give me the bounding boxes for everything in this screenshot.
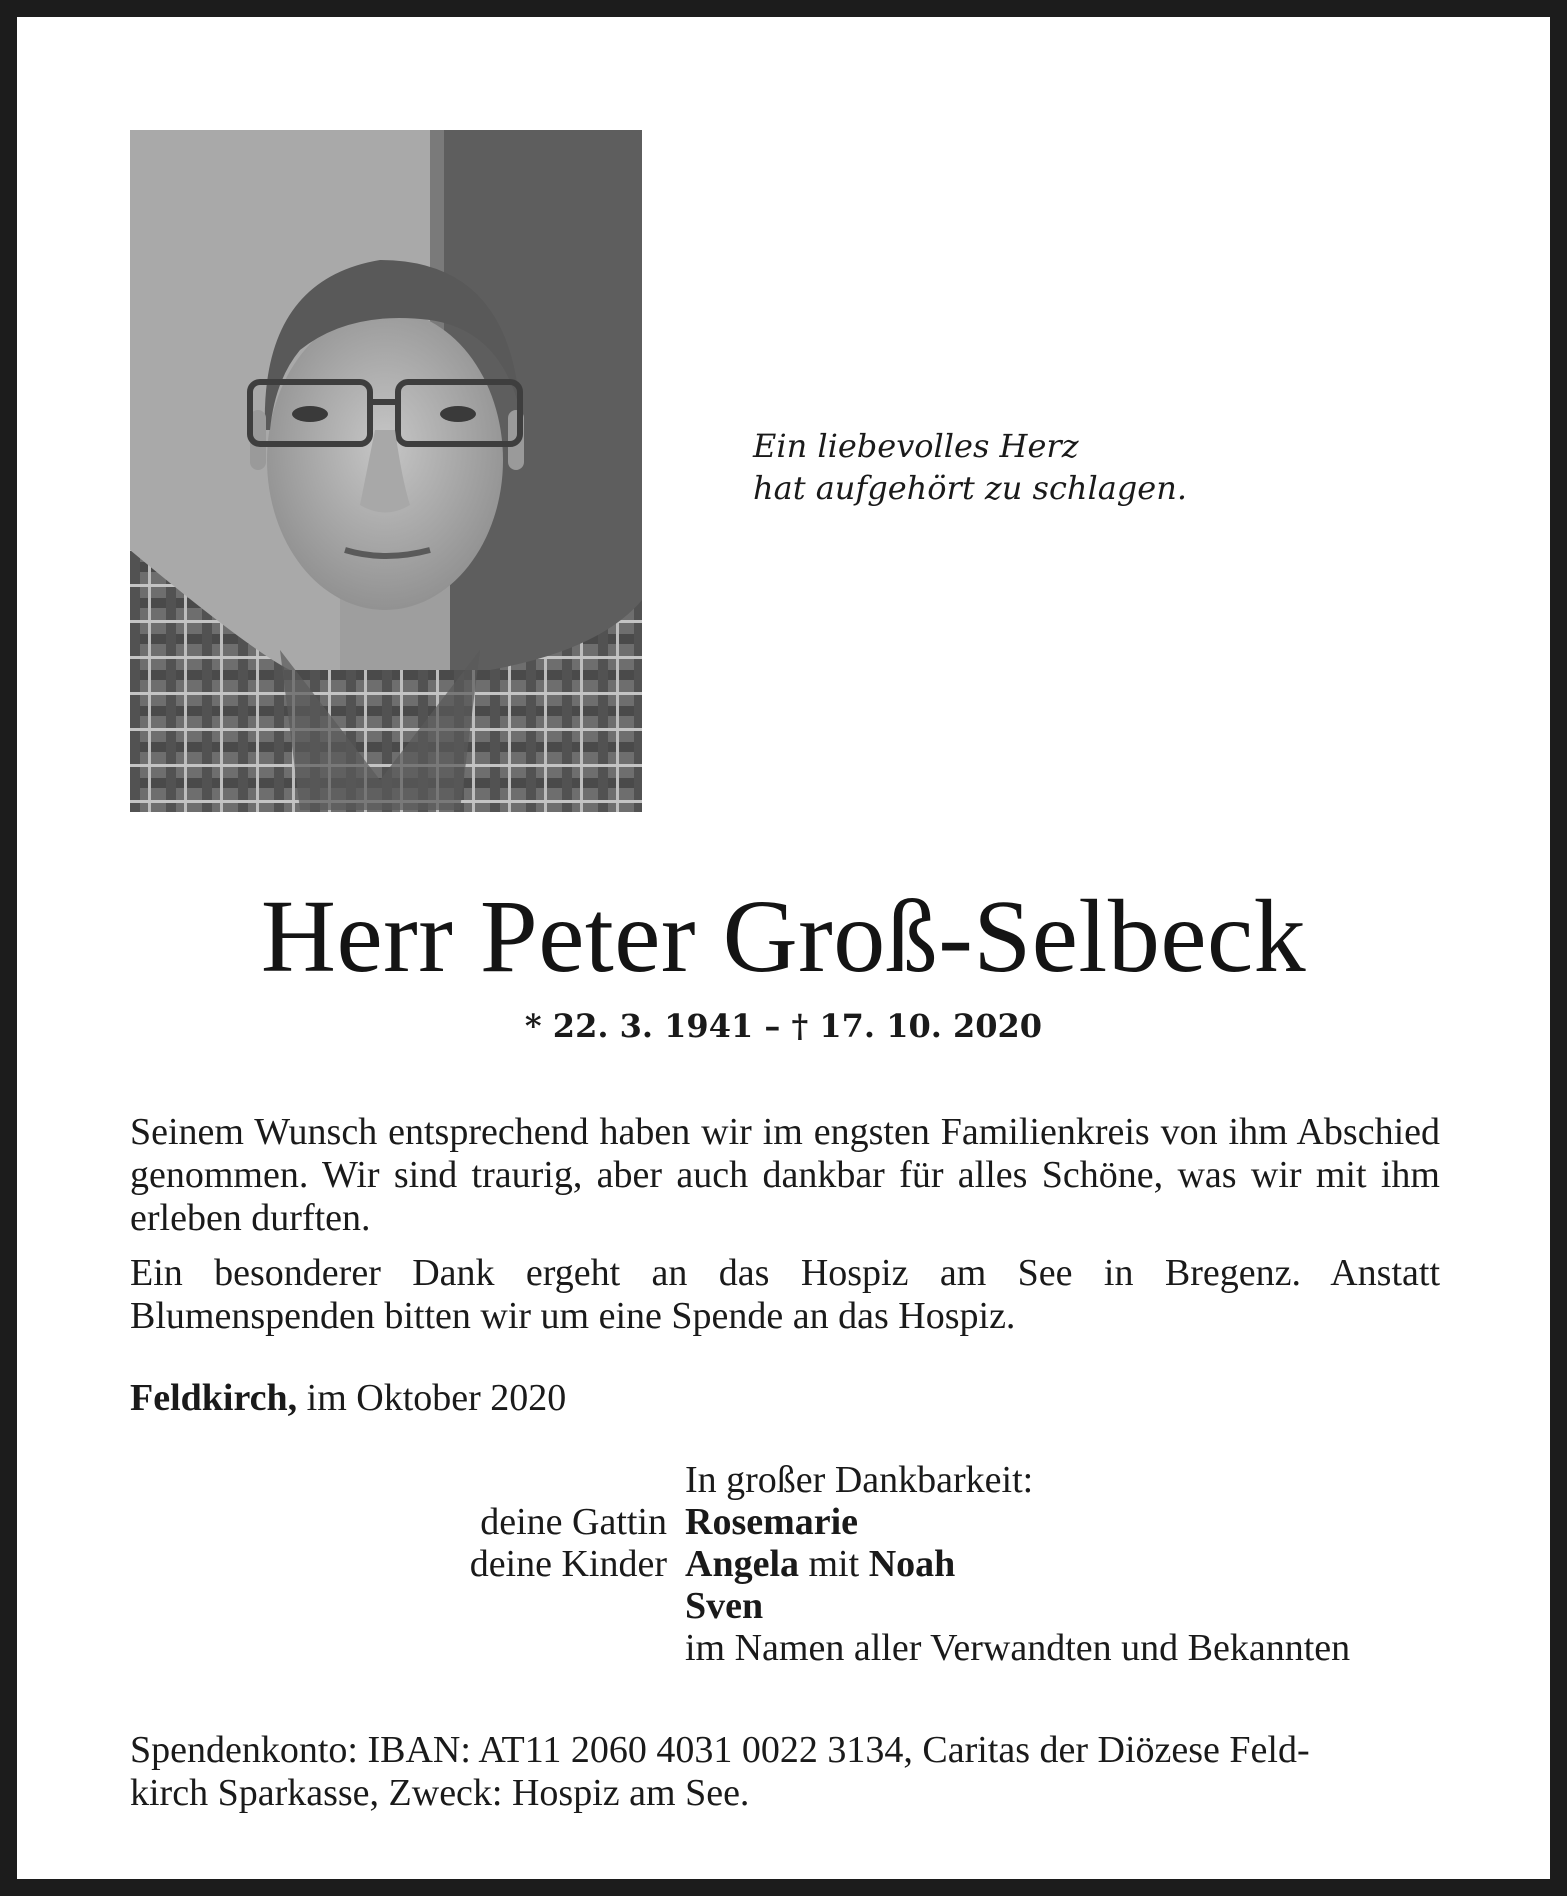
paragraph-thanks: Ein besonderer Dank ergeht an das Hospiz am See in Bregenz. Anstatt Blumenspenden bitten wir um eine Spende an das Hospiz. [130,1252,1440,1337]
child-2-name: Sven [685,1585,764,1627]
life-dates: * 22. 3. 1941 – † 17. 10. 2020 [524,1007,1043,1045]
donation-account [130,1729,1430,1815]
quote-line-1: Ein liebevolles Herz [753,427,1079,465]
place-date [130,1377,566,1420]
child-1 [685,1543,955,1585]
child-1-partner: Noah [868,1543,956,1585]
obituary-page [17,17,1550,1879]
paragraph-farewell: Seinem Wunsch entsprechend haben wir im engsten Familienkreis von ihm Abschied genommen. Wir sind traurig, aber auch dankbar für alles Schöne, was wir mit ihm erleben durften. [130,1111,1440,1239]
child-1-connector: mit [808,1543,860,1585]
donation-line-2: kirch Sparkasse, Zweck: Hospiz am See. [130,1772,750,1814]
place-city: Feldkirch, [130,1377,298,1419]
donation-line-1: Spendenkonto: IBAN: AT11 2060 4031 0022 3134, Caritas der Diözese Feld- [130,1729,1310,1771]
portrait-photo [130,130,642,812]
deceased-name: Herr Peter Groß-Selbeck [260,879,1307,994]
quote-line-2: hat aufgehört zu schlagen. [753,469,1187,507]
spouse-name [685,1501,858,1543]
signature-intro: In großer Dankbarkeit: [685,1459,1034,1501]
child-2 [685,1585,763,1627]
place-month: im Oktober 2020 [306,1377,567,1419]
spouse-name-text: Rosemarie [685,1501,859,1543]
signature-closing: im Namen aller Verwandten und Bekannten [685,1627,1351,1669]
child-1-name: Angela [685,1543,799,1585]
children-relation: deine Kinder [469,1543,667,1585]
quote [753,425,1453,509]
spouse-relation: deine Gattin [480,1501,667,1543]
